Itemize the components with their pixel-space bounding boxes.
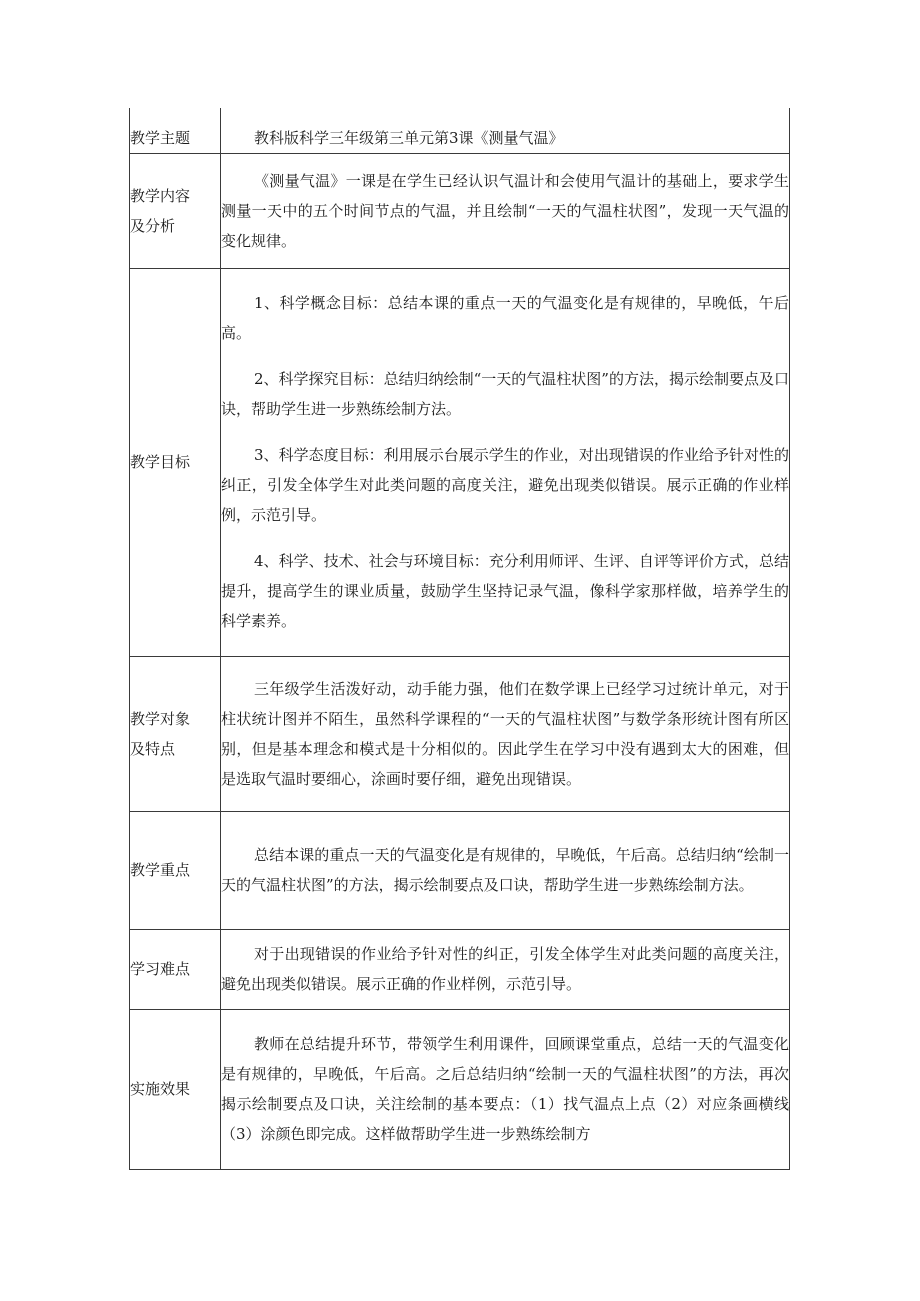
table-row-key-points xyxy=(130,811,790,929)
table-row-learners xyxy=(130,656,790,811)
content-effects xyxy=(221,1009,790,1169)
content-analysis-paragraph: 《测量气温》一课是在学生已经认识气温计和会使用气温计的基础上，要求学生测量一天中的五个时间节点的气温，并且绘制“一天的气温柱状图”，发现一天气温的变化规律。 xyxy=(221,171,789,250)
table-row-effects xyxy=(130,1009,790,1169)
content-learners xyxy=(221,656,790,811)
label-key-points: 教学重点 xyxy=(130,811,221,929)
objective-item: 4、科学、技术、社会与环境目标：充分利用师评、生评、自评等评价方式，总结提升，提高学生的课业质量，鼓励学生坚持记录气温，像科学家那样做，培养学生的科学素养。 xyxy=(221,552,789,630)
content-content-analysis xyxy=(221,153,790,268)
learners-paragraph: 三年级学生活泼好动，动手能力强，他们在数学课上已经学习过统计单元，对于柱状统计图并不陌生，虽然科学课程的“一天的气温柱状图”与数学条形统计图有所区别，但是基本理念和模式是十分相似的。因此学生在学习中没有遇到太大的困难，但是选取气温时要细心，涂画时要仔细，避免出现错误。 xyxy=(221,679,789,788)
table-row-objectives xyxy=(130,268,790,656)
effects-paragraph: 教师在总结提升环节，带领学生利用课件，回顾课堂重点，总结一天的气温变化是有规律的，早晚低，午后高。之后总结归纳“绘制一天的气温柱状图”的方法，再次揭示绘制要点及口诀，关注绘制的基本要点：（1）找气温点上点（2）对应条画横线（3）涂颜色即完成。这样做帮助学生进一步熟练绘制方 xyxy=(221,1035,789,1143)
content-difficulties xyxy=(221,929,790,1009)
lesson-plan-table xyxy=(129,108,790,1170)
difficulties-paragraph: 对于出现错误的作业给予针对性的纠正，引发全体学生对此类问题的高度关注，避免出现类似错误。展示正确的作业样例，示范引导。 xyxy=(221,945,789,993)
objective-item: 2、科学探究目标：总结归纳绘制“一天的气温柱状图”的方法，揭示绘制要点及口诀，帮助学生进一步熟练绘制方法。 xyxy=(221,370,789,418)
objective-item: 1、科学概念目标：总结本课的重点一天的气温变化是有规律的，早晚低，午后高。 xyxy=(221,294,789,342)
objective-item: 3、科学态度目标：利用展示台展示学生的作业，对出现错误的作业给予针对性的纠正，引发全体学生对此类问题的高度关注，避免出现类似错误。展示正确的作业样例，示范引导。 xyxy=(221,446,789,524)
content-topic xyxy=(221,108,790,153)
key-points-paragraph: 总结本课的重点一天的气温变化是有规律的，早晚低，午后高。总结归纳“绘制一天的气温柱状图”的方法，揭示绘制要点及口诀，帮助学生进一步熟练绘制方法。 xyxy=(221,846,789,894)
label-difficulties: 学习难点 xyxy=(130,929,221,1009)
table-row-content-analysis xyxy=(130,153,790,268)
label-topic: 教学主题 xyxy=(130,108,221,153)
table-row-difficulties xyxy=(130,929,790,1009)
label-effects: 实施效果 xyxy=(130,1009,221,1169)
table-row-topic xyxy=(130,108,790,153)
content-objectives xyxy=(221,268,790,656)
content-key-points xyxy=(221,811,790,929)
label-content-analysis: 教学内容及分析 xyxy=(130,153,221,268)
label-learners: 教学对象及特点 xyxy=(130,656,221,811)
topic-text: 教科版科学三年级第三单元第3课《测量气温》 xyxy=(254,128,564,147)
label-objectives: 教学目标 xyxy=(130,268,221,656)
